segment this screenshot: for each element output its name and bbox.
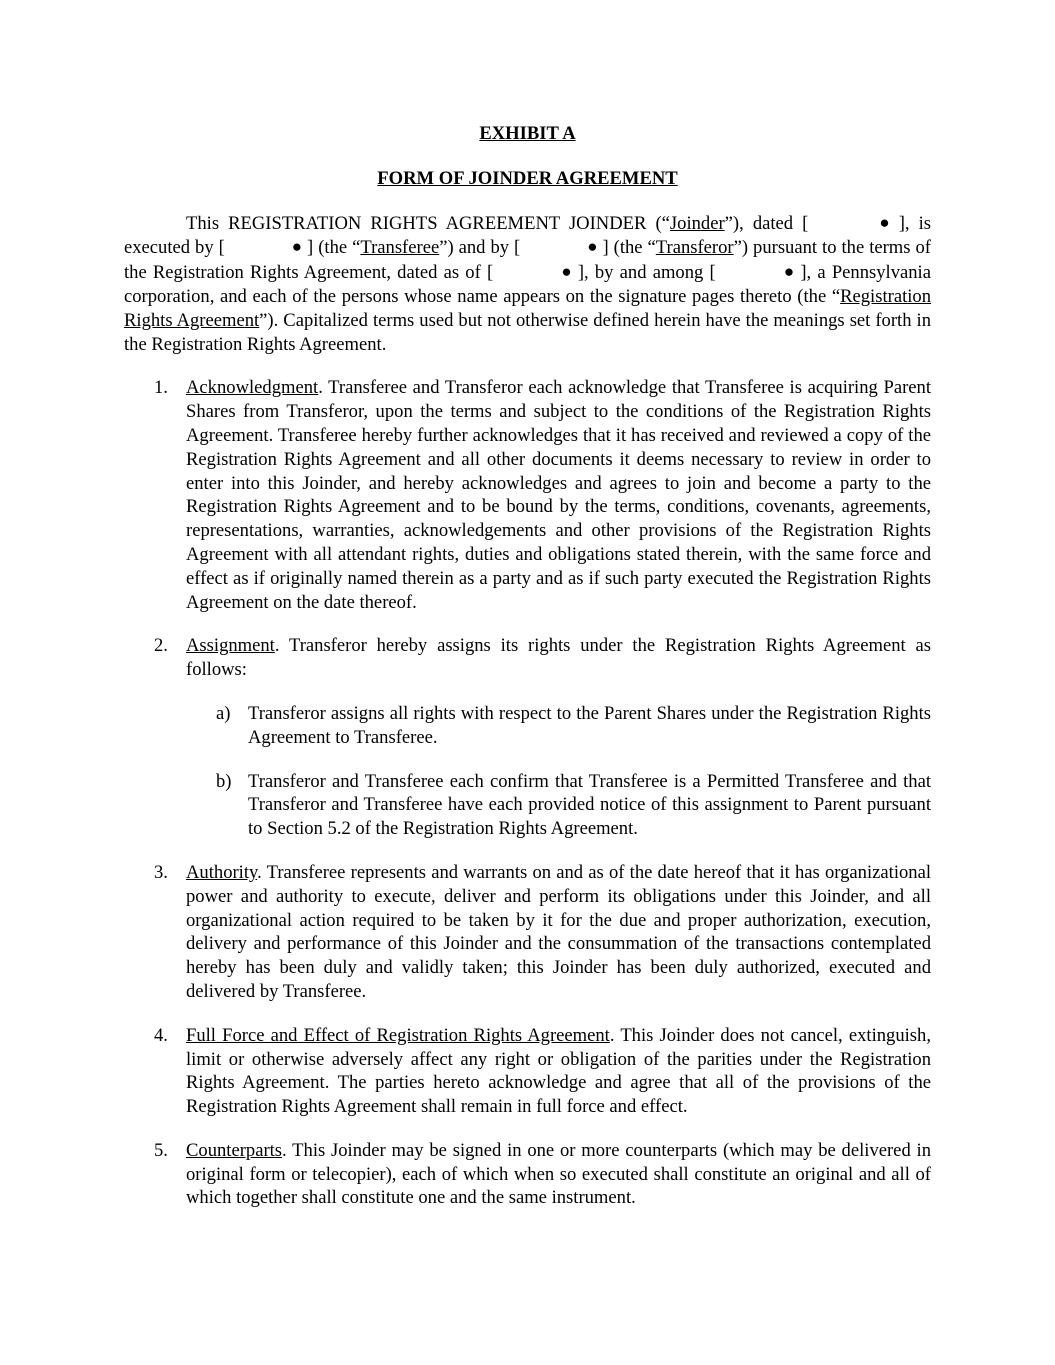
section-text: . This Joinder may be signed in one or more counterparts (which may be delivered in original form or telecopier), each of which when so executed shall constitute an original and all of which together shall constitute one and the same instrument. — [186, 1139, 931, 1209]
subitem-text: Transferor and Transferee each confirm that Transferee is a Permitted Transferee and that Transferor and Transferee have each provided notice of this assignment to Parent pursuant to Section 5.2 of the Registration Rights Agreement. — [248, 770, 931, 840]
defined-term-rra: Registration Rights Agreement — [124, 285, 931, 331]
section-heading: Acknowledgment — [186, 377, 319, 399]
section-heading: Authority — [186, 861, 258, 883]
placeholder-bullet: ● — [879, 212, 890, 232]
placeholder-bullet: ● — [291, 237, 303, 257]
subitem-label: b) — [216, 770, 232, 792]
section-4-full-force — [124, 1024, 931, 1119]
intro-paragraph — [124, 211, 931, 357]
section-2-subitem-a — [124, 702, 931, 750]
exhibit-title: EXHIBIT A — [479, 123, 576, 144]
section-5-counterparts — [124, 1139, 931, 1210]
intro-text: ”), dated [ — [724, 212, 818, 234]
section-heading: Counterparts — [186, 1139, 283, 1161]
placeholder-bullet: ● — [561, 262, 572, 282]
intro-text: ], is executed by [ — [124, 212, 931, 259]
intro-text: ] (the “ — [597, 237, 656, 259]
section-number: 5. — [154, 1139, 168, 1161]
placeholder-bullet: ● — [783, 262, 795, 282]
defined-term-transferor: Transferor — [655, 237, 734, 259]
intro-text: ”). Capitalized terms used but not otherwise defined herein have the meanings set forth in the Registration Rights Agreement. — [124, 309, 931, 355]
section-text: . Transferor hereby assigns its rights under the Registration Rights Agreement as follows: — [186, 635, 931, 681]
section-heading: Full Force and Effect of Registration Rights Agreement — [186, 1024, 610, 1046]
defined-term-joinder: Joinder — [669, 212, 725, 234]
section-number: 1. — [154, 377, 168, 399]
section-text: . Transferee and Transferor each acknowledge that Transferee is acquiring Parent Shares from Transferor, upon the terms and subject to the conditions of the Registration Rights Agreement. Transferee hereby further acknowledges that it has received and reviewed a copy of the Registration Rights Agreement and all other documents it deems necessary to review in order to enter into this Joinder, and hereby acknowledges and agrees to join and become a party to the Registration Rights Agreement and to be bound by the terms, conditions, covenants, agreements, representations, warranties, acknowledgements and other provisions of the Registration Rights Agreement with all attendant rights, duties and obligations stated therein, with the same force and effect as if originally named therein as a party and as if such party executed the Registration Rights Agreement on the date thereof. — [186, 377, 931, 613]
form-title: FORM OF JOINDER AGREEMENT — [377, 167, 678, 189]
section-text: . Transferee represents and warrants on and as of the date hereof that it has organizational power and authority to execute, deliver and perform its obligations under this Joinder, and all organizational action required to be taken by it for the due and proper authorization, execution, delivery and performance of this Joinder and the consummation of the transactions contemplated hereby has been duly and validly taken; this Joinder has been duly authorized, executed and delivered by Transferee. — [186, 861, 931, 1002]
subitem-label: a) — [216, 702, 231, 724]
defined-term-transferee: Transferee — [360, 237, 440, 259]
intro-text: ], by and among [ — [571, 262, 722, 284]
section-number: 4. — [154, 1024, 168, 1046]
intro-text: ”) and by [ — [439, 237, 526, 259]
section-2-subitem-b — [124, 770, 931, 841]
intro-text: ] (the “ — [302, 237, 361, 259]
section-2-assignment — [124, 634, 931, 682]
intro-text: ], a Pennsylvania corporation, and each of the persons whose name appears on the signature pages thereto (the “ — [124, 262, 931, 307]
section-3-authority — [124, 861, 931, 1004]
section-text: . This Joinder does not cancel, extinguish, limit or otherwise adversely affect any right or obligation of the parities under the Registration Rights Agreement. The parties hereto acknowledge and agree that all of the provisions of the Registration Rights Agreement shall remain in full force and effect. — [186, 1024, 931, 1118]
document-page — [124, 122, 931, 1230]
section-heading: Assignment — [186, 635, 275, 657]
section-number: 3. — [154, 861, 168, 883]
placeholder-bullet: ● — [587, 237, 598, 257]
intro-text: ”) pursuant to the terms of the Registration Rights Agreement, dated as of [ — [124, 237, 931, 284]
section-number: 2. — [154, 635, 168, 657]
intro-text: This REGISTRATION RIGHTS AGREEMENT JOINDER (“ — [186, 212, 670, 234]
section-1-acknowledgment — [124, 376, 931, 614]
subitem-text: Transferor assigns all rights with respect to the Parent Shares under the Registration Rights Agreement to Transferee. — [248, 702, 931, 748]
